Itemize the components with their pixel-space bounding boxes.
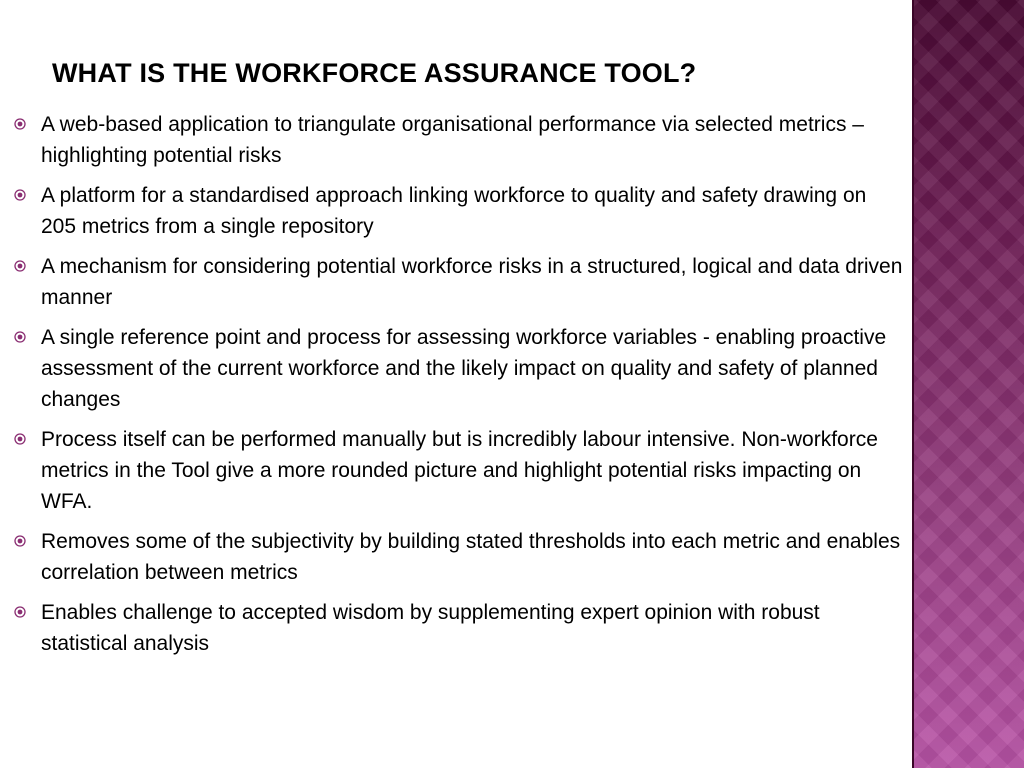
bullet-text: Enables challenge to accepted wisdom by supplementing expert opinion with robust statistical analysis [41, 601, 820, 655]
bullet-item [14, 251, 906, 313]
circle-dot-icon [14, 606, 26, 618]
bullet-item [14, 322, 906, 415]
bullet-item [14, 424, 906, 517]
bullet-item [14, 597, 906, 659]
side-panel-edge [912, 0, 914, 768]
bullet-list [14, 109, 906, 668]
circle-dot-icon [14, 189, 26, 201]
slide-title: WHAT IS THE WORKFORCE ASSURANCE TOOL? [52, 58, 697, 88]
bullet-item [14, 526, 906, 588]
circle-dot-icon [14, 535, 26, 547]
circle-dot-icon [14, 433, 26, 445]
circle-dot-icon [14, 118, 26, 130]
bullet-item [14, 180, 906, 242]
bullet-item [14, 109, 906, 171]
bullet-text: A platform for a standardised approach linking workforce to quality and safety drawing on 205 metrics from a single repository [41, 184, 867, 238]
bullet-text: A mechanism for considering potential workforce risks in a structured, logical and data driven manner [41, 255, 903, 309]
bullet-text: A single reference point and process for assessing workforce variables - enabling proactive assessment of the current workforce and the likely impact on quality and safety of planned changes [41, 326, 887, 411]
bullet-text: Process itself can be performed manually but is incredibly labour intensive. Non-workforce metrics in the Tool give a more rounded picture and highlight potential risks impacting on WFA. [41, 428, 878, 513]
bullet-text: Removes some of the subjectivity by building stated thresholds into each metric and enables correlation between metrics [41, 530, 901, 584]
circle-dot-icon [14, 260, 26, 272]
bullet-text: A web-based application to triangulate organisational performance via selected metrics – highlighting potential risks [41, 113, 864, 167]
decorative-side-panel [912, 0, 1024, 768]
circle-dot-icon [14, 331, 26, 343]
